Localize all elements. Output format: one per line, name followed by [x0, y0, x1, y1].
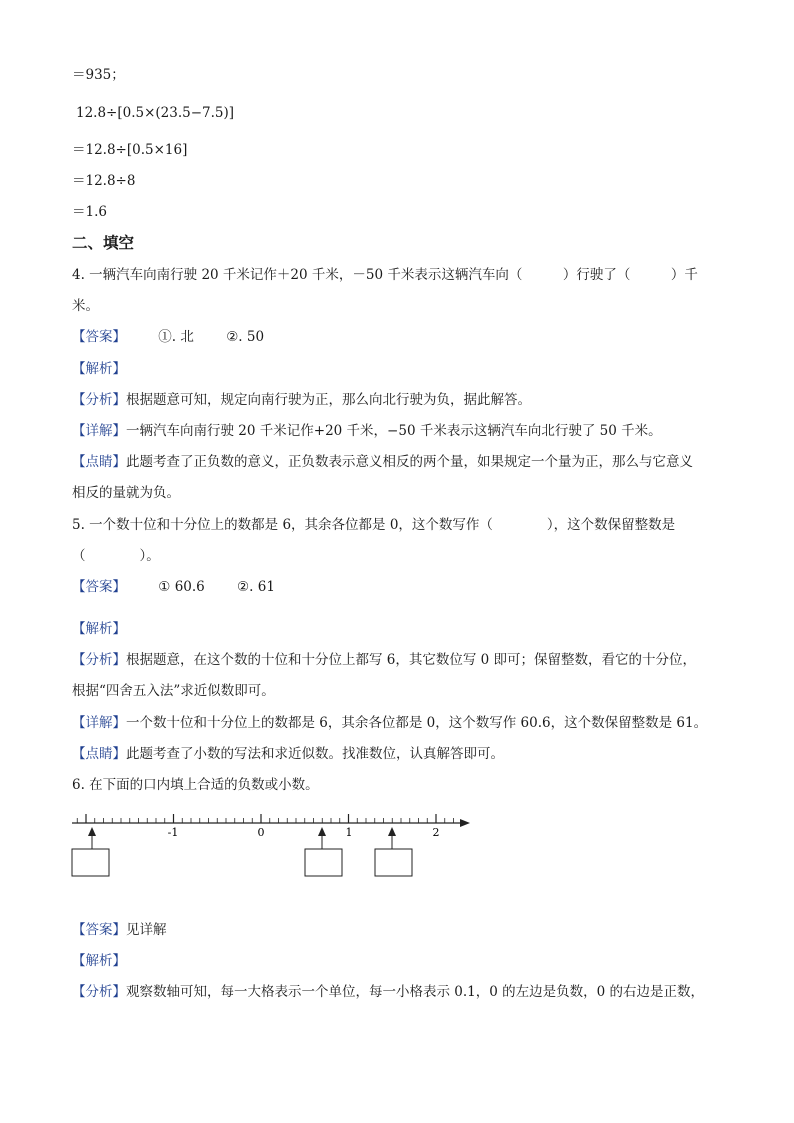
q4-xiangjie [72, 422, 662, 440]
tick-label-neg1: -1 [167, 826, 179, 839]
q5-answer-2: ②. 61 [237, 579, 275, 595]
answer-box-2 [305, 849, 342, 876]
q6-question-line-1: 6. 在下面的口内填上合适的负数或小数。 [72, 777, 319, 793]
q4-analysis-tag: 【解析】 [72, 361, 126, 377]
q4-dianjing-text-2: 相反的量就为负。 [72, 485, 180, 501]
q5-xiangjie-tag: 【详解】 [72, 715, 126, 731]
tick-label-1: 1 [345, 826, 353, 839]
q5-answer-1: ① 60.6 [158, 579, 205, 595]
q5-dianjing [72, 745, 504, 763]
q5-xiangjie [72, 714, 707, 732]
calc-line-5: ＝1.6 [72, 204, 107, 220]
answer-box-1 [72, 849, 109, 876]
calc-line-4: ＝12.8÷8 [72, 173, 136, 189]
q6-answer-tag: 【答案】 [72, 922, 126, 938]
number-line-svg [66, 805, 476, 885]
calc-line-2: 12.8÷[0.5×(23.5−7.5)] [76, 105, 235, 121]
q4-fenxi-tag: 【分析】 [72, 392, 126, 408]
pointer-arrow-2 [318, 827, 326, 849]
q5-answer-tag: 【答案】 [72, 579, 126, 595]
q4-xiangjie-tag: 【详解】 [72, 423, 126, 439]
q6-fenxi-tag: 【分析】 [72, 984, 126, 1000]
tick-label-2: 2 [432, 826, 440, 839]
pointer-arrow-1 [88, 827, 96, 849]
q5-analysis-tag: 【解析】 [72, 621, 126, 637]
q4-dianjing [72, 453, 693, 471]
q4-question-line-1: 4. 一辆汽车向南行驶 20 千米记作＋20 千米，－50 千米表示这辆汽车向（ ）行驶了（ ）千 [72, 267, 698, 283]
q5-question-line-1: 5. 一个数十位和十分位上的数都是 6，其余各位都是 0，这个数写作（ ），这个数保留整数是 [72, 517, 676, 533]
calc-line-3: ＝12.8÷[0.5×16] [72, 142, 188, 158]
number-line-figure [66, 805, 476, 889]
q6-analysis-tag: 【解析】 [72, 953, 126, 969]
q4-fenxi-text: 根据题意可知，规定向南行驶为正，那么向北行驶为负，据此解答。 [126, 392, 531, 408]
q5-fenxi-text-1: 根据题意，在这个数的十位和十分位上都写 6，其它数位写 0 即可；保留整数，看它的十分位， [126, 652, 697, 668]
q4-dianjing-text-1: 此题考查了正负数的意义，正负数表示意义相反的两个量，如果规定一个量为正，那么与它意义 [126, 454, 693, 470]
q4-answer-2: ②. 50 [226, 329, 265, 345]
q6-fenxi-text: 观察数轴可知，每一大格表示一个单位，每一小格表示 0.1，0 的左边是负数，0 的右边是正数， [126, 984, 705, 1000]
q4-dianjing-tag: 【点睛】 [72, 454, 126, 470]
q4-answer-tag: 【答案】 [72, 329, 126, 345]
q5-fenxi-tag: 【分析】 [72, 652, 126, 668]
q5-xiangjie-text: 一个数十位和十分位上的数都是 6，其余各位都是 0，这个数写作 60.6，这个数保留整数是 61。 [126, 715, 708, 731]
q4-xiangjie-text: 一辆汽车向南行驶 20 千米记作+20 千米，−50 千米表示这辆汽车向北行驶了 50 千米。 [126, 423, 662, 439]
number-line-arrowhead [460, 819, 470, 827]
q5-dianjing-tag: 【点睛】 [72, 746, 126, 762]
calc-line-1: ＝935； [72, 67, 125, 83]
q5-question-line-2: （ ）。 [72, 548, 160, 564]
number-line-ticks [77, 814, 453, 823]
q5-answer [72, 578, 275, 596]
q6-fenxi [72, 983, 704, 1001]
q5-fenxi-text-2: 根据“四舍五入法”求近似数即可。 [72, 683, 275, 699]
q4-answer-1: ①. 北 [158, 329, 194, 345]
q4-fenxi [72, 391, 531, 409]
section-title: 二、填空 [72, 234, 135, 252]
q5-dianjing-text: 此题考查了小数的写法和求近似数。找准数位，认真解答即可。 [126, 746, 504, 762]
q4-question-line-2: 米。 [72, 298, 99, 314]
q6-answer [72, 921, 167, 939]
tick-label-0: 0 [257, 826, 265, 839]
q4-answer [72, 328, 264, 346]
pointer-arrow-3 [388, 827, 396, 849]
q6-answer-text: 见详解 [126, 922, 167, 938]
answer-box-3 [375, 849, 412, 876]
q5-fenxi [72, 651, 696, 669]
